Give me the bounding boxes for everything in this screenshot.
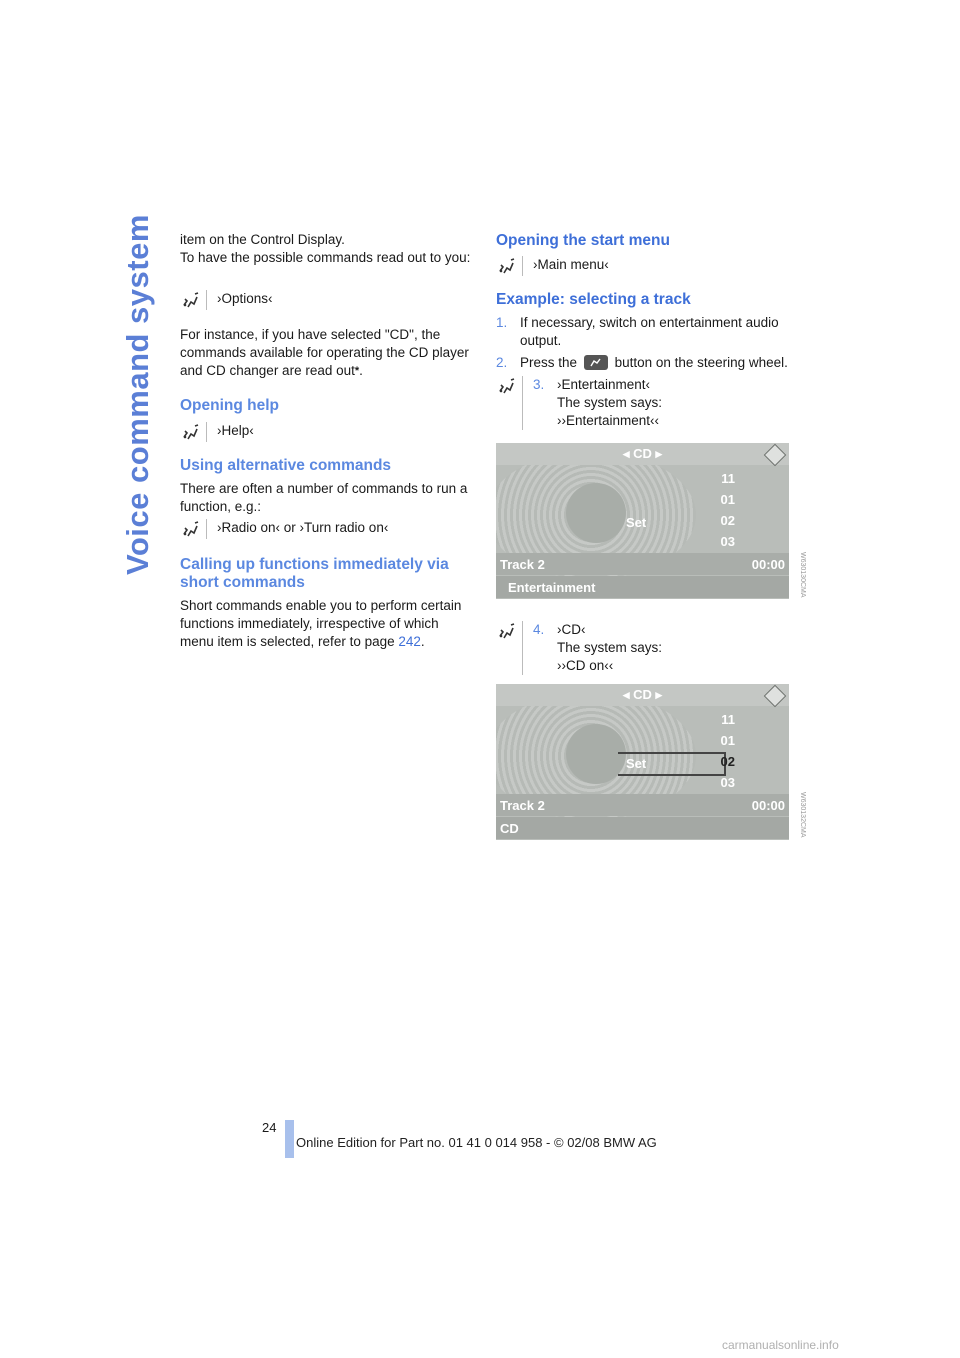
cmd-radio: ›Radio on‹ or ›Turn radio on‹ [217,520,389,535]
cmd-help: ›Help‹ [217,423,254,438]
step-4-says: The system says: [557,640,663,655]
start-menu-block [496,232,796,250]
voice-command-main-menu [496,256,609,276]
track-item: 02 [720,754,735,769]
step-3 [496,376,662,430]
step-3-says: The system says: [557,395,663,410]
page-number: 24 [262,1120,277,1135]
track-item: 01 [720,733,735,748]
cmd-options: ›Options‹ [217,291,273,306]
step-2 [496,354,796,372]
track-item: 11 [721,471,735,486]
voice-command-icon [180,422,207,442]
para-short-end: . [420,634,425,649]
page-link-242[interactable]: 242 [398,634,421,649]
image-code: W630132CMA [799,792,806,838]
menu-bar [496,576,789,598]
heading-help-block [180,397,475,415]
voice-command-help [180,422,254,442]
screen-top-label: ◂ CD ▸ [622,446,663,461]
track-item: 11 [721,712,735,727]
step-2-num: 2. [496,355,508,370]
set-label: Set [626,756,647,771]
control-display-screenshot-2 [496,684,789,840]
step-4-num: 4. [533,622,545,637]
step-1-num: 1. [496,315,508,330]
steering-voice-button-icon [584,355,608,370]
step-4 [496,621,662,675]
voice-command-icon [496,376,523,430]
step-1 [496,314,796,350]
track-label: Track 2 [500,798,545,813]
step-2-text-a: Press the [520,355,578,370]
step-3-cmd: ›Entertainment‹ [557,377,651,392]
example-block [496,291,796,372]
intro-line-2: To have the possible commands read out to you: [180,250,471,265]
footer-accent-bar [285,1120,294,1158]
step-1-text: If necessary, switch on entertainment audio output. [520,315,779,348]
heading-opening-start-menu: Opening the start menu [496,232,670,249]
para-cd [180,326,475,380]
heading-short-commands: Calling up functions immediately via short commands [180,556,449,591]
image-code: W630130CMA [799,552,806,598]
voice-command-icon [496,621,523,675]
set-label: Set [626,515,647,530]
menu-label: CD [500,821,519,836]
track-item: 01 [720,492,735,507]
short-block [180,556,475,651]
track-item: 02 [720,513,735,528]
left-column [180,231,475,267]
voice-command-icon [180,290,207,310]
alt-block [180,457,475,516]
heading-alternative-commands: Using alternative commands [180,457,392,474]
cmd-main-menu: ›Main menu‹ [533,257,609,272]
footer-text: Online Edition for Part no. 01 41 0 014 958 - © 02/08 BMW AG [296,1135,657,1150]
side-title: Voice command system [120,214,155,575]
voice-command-radio [180,519,388,539]
heading-example: Example: selecting a track [496,291,691,308]
menu-bar [496,817,789,839]
star-mark: * [354,365,360,377]
voice-command-options [180,290,273,310]
control-display-screenshot-1 [496,443,789,599]
step-3-num: 3. [533,377,545,392]
intro-line-1: item on the Control Display. [180,232,345,247]
track-item: 03 [720,534,735,549]
step-4-cmd: ›CD‹ [557,622,586,637]
track-list [695,712,735,796]
para-cd-text: For instance, if you have selected "CD", the commands available for operating the CD player and CD changer are read out [180,327,469,378]
para-cd-end: . [359,363,363,378]
cd-disc-hub [566,724,626,784]
track-item: 03 [720,775,735,790]
screen-top-bar [496,443,789,465]
menu-label: Entertainment [508,580,596,595]
track-list [695,471,735,555]
voice-command-icon [496,256,523,276]
status-bar [496,553,789,575]
screen-top-label: ◂ CD ▸ [622,687,663,702]
heading-opening-help: Opening help [180,397,280,414]
step-3-response: ››Entertainment‹‹ [557,413,660,428]
time-label: 00:00 [751,557,785,572]
para-alt: There are often a number of commands to run a function, e.g.: [180,481,468,514]
step-4-response: ››CD on‹‹ [557,658,614,673]
watermark: carmanualsonline.info [722,1338,839,1352]
status-bar [496,794,789,816]
voice-command-icon [180,519,207,539]
para-short: Short commands enable you to perform certain functions immediately, irrespective of which menu item is selected, refer to page [180,598,462,649]
time-label: 00:00 [751,798,785,813]
step-2-text-b: button on the steering wheel. [614,355,788,370]
track-label: Track 2 [500,557,545,572]
cd-disc-hub [566,483,626,543]
screen-top-bar [496,684,789,706]
